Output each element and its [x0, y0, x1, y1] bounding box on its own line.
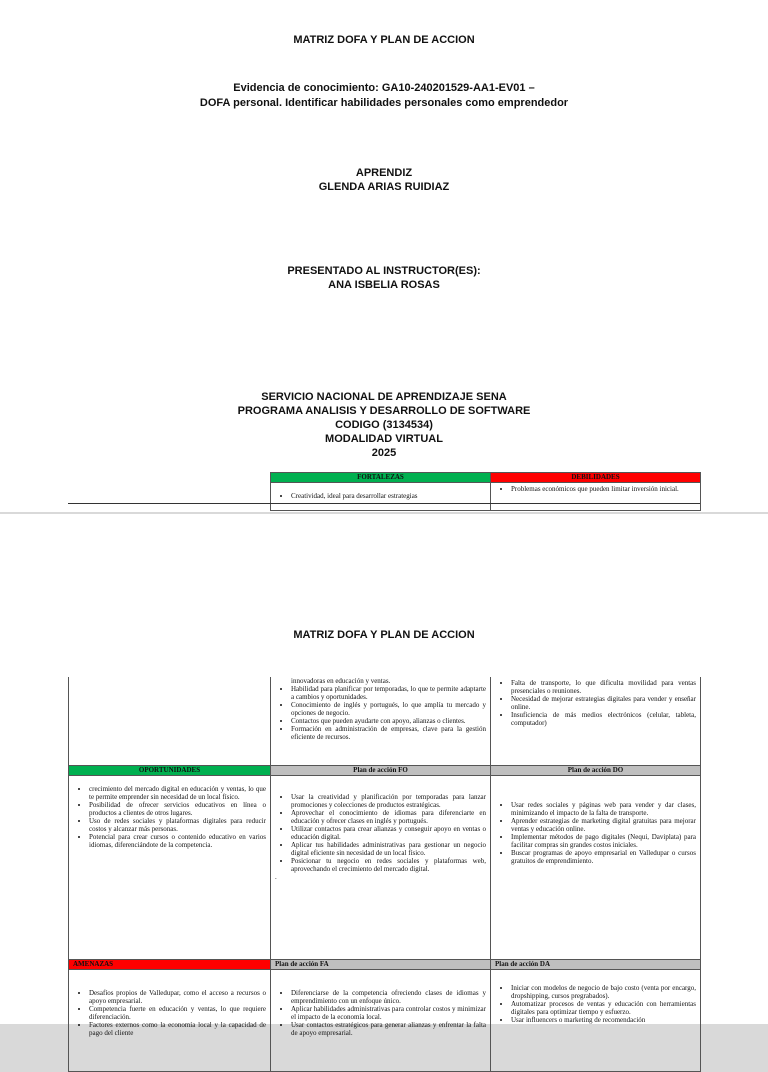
empty-cell: [69, 677, 271, 766]
plan-fa-item: • Diferenciarse de la competencia ofreciendo clases de idiomas y emprendimiento con un enfoque único.: [291, 989, 486, 1005]
fortalezas-cell: [271, 483, 491, 511]
program: PROGRAMA ANALISIS Y DESARROLLO DE SOFTWARE: [237, 405, 531, 417]
fortalezas-header: FORTALEZAS: [271, 473, 491, 483]
plan-do-item: • Usar redes sociales y páginas web para vender y dar clases, minimizando el impacto de la falta de transporte.: [511, 801, 696, 817]
plan-fo-item: • Aprovechar el conocimiento de idiomas para diferenciarte en educación y ofrecer clases en inglés y portugués.: [291, 809, 486, 825]
plan-do-header: Plan de acción DO: [491, 766, 701, 776]
plan-fo-cell: [271, 776, 491, 960]
plan-do-item: • Implementar métodos de pago digitales (Nequi, Daviplata) para facilitar compras sin grandes costos iniciales.: [511, 833, 696, 849]
modality: MODALIDAD VIRTUAL: [325, 433, 443, 445]
fortaleza-item: • Habilidad para planificar por temporadas, lo que te permite adaptarte a cambios y oportunidades.: [291, 685, 486, 701]
plan-fa-cell: [271, 970, 491, 1072]
instructor-name: ANA ISBELIA ROSAS: [328, 279, 440, 291]
fortaleza-continuation: innovadoras en educación y ventas.: [291, 677, 391, 685]
fortaleza-item: • Contactos que pueden ayudarte con apoyo, alianzas o clientes.: [291, 717, 486, 725]
amenazas-header: AMENAZAS: [69, 960, 271, 970]
plan-da-item: • Usar influencers o marketing de recomendación: [511, 1016, 696, 1024]
debilidad-item: • Falta de transporte, lo que dificulta movilidad para ventas presenciales o reuniones.: [511, 679, 696, 695]
page-2: [0, 514, 768, 1037]
plan-da-item: • Iniciar con modelos de negocio de bajo costo (venta por encargo, dropshipping, cursos pregrabados).: [511, 984, 696, 1000]
page-bottom-rule: [68, 503, 700, 504]
plan-fo-header: Plan de acción FO: [271, 766, 491, 776]
plan-fo-item: • Posicionar tu negocio en redes sociales y plataformas web, aprovechando el crecimiento del mercado digital.: [291, 857, 486, 873]
fortalezas-cont-cell: [271, 677, 491, 766]
document-title-repeat: MATRIZ DOFA Y PLAN DE ACCION: [293, 629, 475, 641]
plan-fo-item: • Utilizar contactos para crear alianzas y conseguir apoyo en ventas o educación digital.: [291, 825, 486, 841]
document-title: MATRIZ DOFA Y PLAN DE ACCION: [293, 34, 475, 46]
plan-da-item: • Automatizar procesos de ventas y educación con herramientas digitales para optimizar tiempo y esfuerzo.: [511, 1000, 696, 1016]
institution: SERVICIO NACIONAL DE APRENDIZAJE SENA: [261, 391, 507, 403]
page-1: [0, 0, 768, 512]
plan-do-item: • Aprender estrategias de marketing digital gratuitas para mejorar ventas y educación online.: [511, 817, 696, 833]
plan-fo-item: • Usar la creatividad y planificación por temporadas para lanzar promociones y colecciones de productos estratégicas.: [291, 793, 486, 809]
oportunidad-item: • Potencial para crear cursos o contenido educativo en varios idiomas, diferenciándote de la competencia.: [89, 833, 266, 849]
fortaleza-item: • Conocimiento de inglés y portugués, lo que amplía tu mercado y opciones de negocio.: [291, 701, 486, 717]
oportunidades-header: OPORTUNIDADES: [69, 766, 271, 776]
evidence-line-2: DOFA personal. Identificar habilidades personales como emprendedor: [199, 97, 569, 109]
oportunidad-item: • Posibilidad de ofrecer servicios educativos en línea o productos a clientes de otros lugares.: [89, 801, 266, 817]
debilidades-cell: [491, 483, 701, 511]
apprentice-name: GLENDA ARIAS RUIDIAZ: [318, 181, 450, 193]
plan-da-header: Plan de acción DA: [491, 960, 701, 970]
amenaza-item: • Factores externos como la economía local y la capacidad de pago del cliente: [89, 1021, 266, 1037]
debilidad-item: • Problemas económicos que pueden limitar inversión inicial.: [511, 485, 696, 493]
plan-do-item: • Buscar programas de apoyo empresarial en Valledupar o cursos gratuitos de emprendimiento.: [511, 849, 696, 865]
plan-da-cell: [491, 970, 701, 1072]
amenaza-item: • Desafíos propios de Valledupar, como el acceso a recursos o apoyo empresarial.: [89, 989, 266, 1005]
plan-fa-header: Plan de acción FA: [271, 960, 491, 970]
evidence-line-1: Evidencia de conocimiento: GA10-240201529-AA1-EV01 –: [233, 82, 535, 94]
plan-fo-item: • Aplicar tus habilidades administrativas para gestionar un negocio digital eficiente sin necesidad de un local físico.: [291, 841, 486, 857]
fortaleza-item: • Formación en administración de empresas, clave para la gestión eficiente de recursos.: [291, 725, 486, 741]
oportunidad-item: • Uso de redes sociales y plataformas digitales para reducir costos y alcanzar más personas.: [89, 817, 266, 833]
dofa-table-start: [270, 472, 701, 511]
debilidades-cont-cell: [491, 677, 701, 766]
instructor-label: PRESENTADO AL INSTRUCTOR(ES):: [287, 265, 481, 277]
debilidades-header: DEBILIDADES: [491, 473, 701, 483]
oportunidad-item: • crecimiento del mercado digital en educación y ventas, lo que te permite emprender sin necesidad de un local físico.: [89, 785, 266, 801]
apprentice-label: APRENDIZ: [355, 167, 413, 179]
debilidad-item: • Necesidad de mejorar estrategias digitales para vender y enseñar online.: [511, 695, 696, 711]
trailing-mark: .: [275, 873, 277, 881]
dofa-table: [68, 677, 701, 1072]
plan-fa-item: • Aplicar habilidades administrativas para controlar costos y minimizar el impacto de la economía local.: [291, 1005, 486, 1021]
program-code: CODIGO (3134534): [335, 419, 433, 431]
debilidad-item: • Insuficiencia de más medios electrónicos (celular, tableta, computador): [511, 711, 696, 727]
amenaza-item: • Competencia fuerte en educación y ventas, lo que requiere diferenciación.: [89, 1005, 266, 1021]
amenazas-cell: [69, 970, 271, 1072]
plan-fa-item: • Usar contactos estratégicos para generar alianzas y enfrentar la falta de apoyo empresarial.: [291, 1021, 486, 1037]
fortaleza-item: • Creatividad, ideal para desarrollar estrategias: [291, 492, 486, 500]
oportunidades-cell: [69, 776, 271, 960]
plan-do-cell: [491, 776, 701, 960]
year: 2025: [371, 447, 397, 459]
